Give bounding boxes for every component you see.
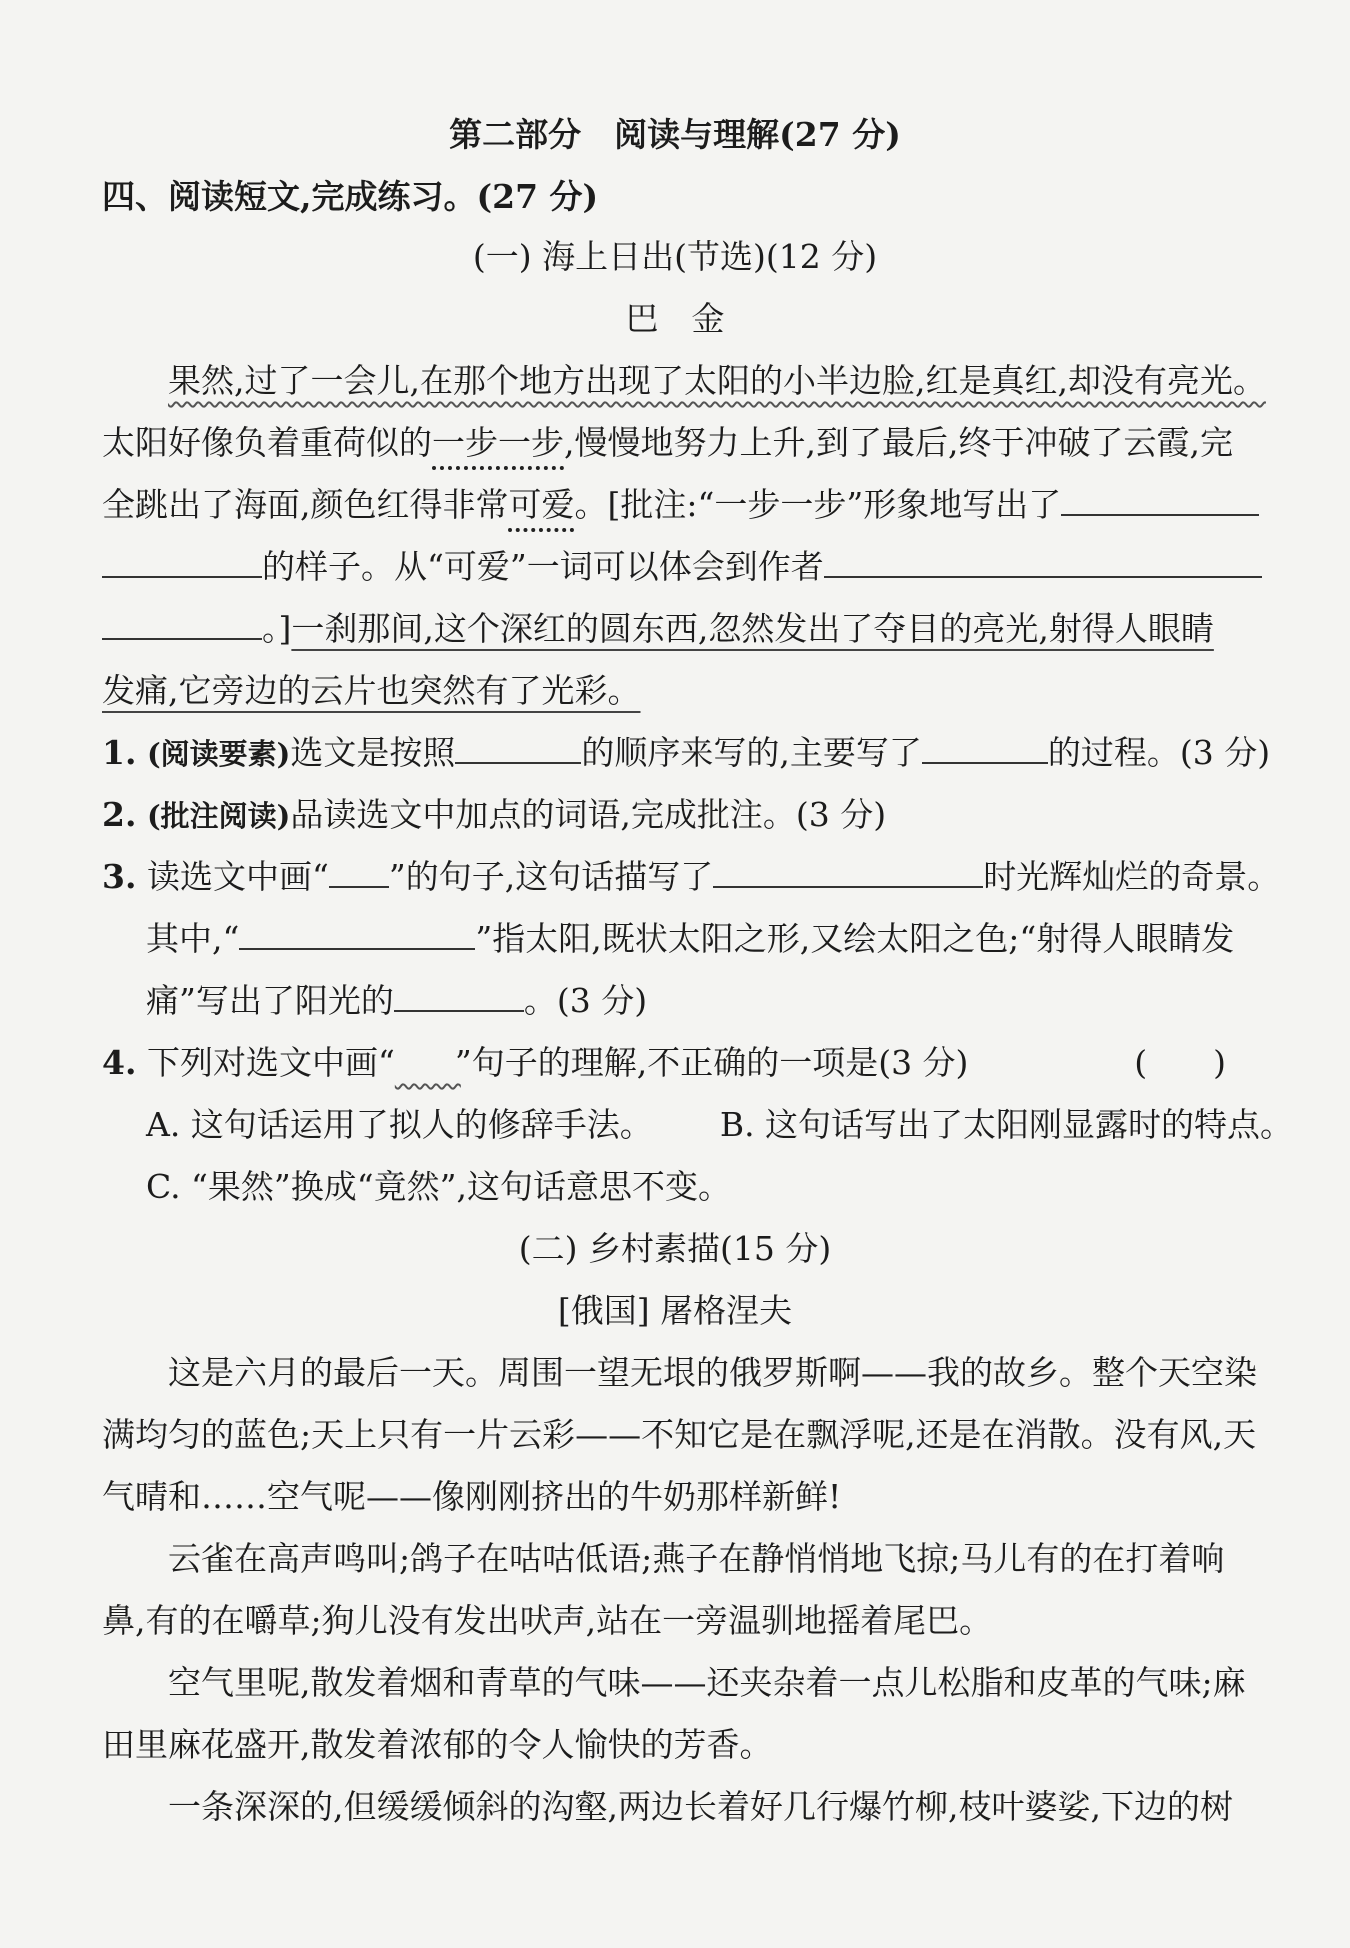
straight-underlined-sentence: 发痛,它旁边的云片也突然有了光彩。	[102, 671, 641, 710]
question-tag: (批注阅读)	[146, 799, 291, 833]
text-run: 。[批注:“一步一步”形象地写出了	[574, 485, 1062, 524]
question-tag: (阅读要素)	[146, 737, 291, 771]
underline-sample	[329, 856, 389, 888]
text-run: 的样子。从“可爱”一词可以体会到作者	[262, 547, 824, 586]
text-run: 选文是按照	[290, 733, 456, 772]
passage2-line: 鼻,有的在嚼草;狗儿没有发出吠声,站在一旁温驯地摇着尾巴。	[102, 1601, 993, 1640]
text-run: 太阳好像负着重荷似的	[102, 423, 432, 462]
passage1-author: 巴 金	[625, 299, 725, 338]
text-run: 读选文中画“	[146, 857, 329, 896]
annotation-blank[interactable]	[1061, 484, 1259, 516]
option-b[interactable]: B. 这句话写出了太阳刚显露时的特点。	[719, 1105, 1294, 1144]
text-run: ”句子的理解,不正确的一项是(3 分)	[454, 1043, 969, 1082]
dotted-word: 可爱	[508, 485, 575, 524]
passage1-line	[102, 544, 1262, 590]
passage2-author: [俄国] 屠格涅夫	[557, 1291, 793, 1330]
text-run: 时光辉灿烂的奇景。	[983, 857, 1281, 896]
passage1-line	[102, 668, 641, 714]
passage1-line	[102, 606, 1214, 652]
question-number: 2.	[102, 795, 137, 834]
text-run: 。(3 分)	[523, 981, 648, 1020]
question-3	[102, 854, 1280, 900]
text-run: ”的句子,这句话描写了	[388, 857, 714, 896]
question-3-cont	[146, 978, 647, 1024]
text-run: ,慢慢地努力上升,到了最后,终于冲破了云霞,完	[564, 423, 1233, 462]
option-a[interactable]: A. 这句话运用了拟人的修辞手法。	[146, 1105, 653, 1144]
wavy-sample: ​	[394, 1043, 461, 1082]
answer-blank[interactable]	[922, 732, 1048, 764]
answer-blank[interactable]	[713, 856, 983, 888]
part-title: 第二部分 阅读与理解(27 分)	[449, 115, 901, 154]
passage1-line	[168, 358, 1266, 404]
annotation-blank[interactable]	[102, 546, 262, 578]
question-number: 3.	[102, 857, 137, 896]
text-run: ”指太阳,既状太阳之形,又绘太阳之色;“射得人眼睛发	[475, 919, 1235, 958]
annotation-blank[interactable]	[824, 546, 1262, 578]
text-run: 其中,“	[146, 919, 240, 958]
wavy-underlined-sentence: 果然,过了一会儿,在那个地方出现了太阳的小半边脸,红是真红,却没有亮光。	[168, 361, 1266, 400]
straight-underlined-sentence: 一刹那间,这个深红的圆东西,忽然发出了夺目的亮光,射得人眼睛	[291, 609, 1214, 648]
text-run: 的过程。(3 分)	[1047, 733, 1271, 772]
option-c[interactable]: C. “果然”换成“竟然”,这句话意思不变。	[146, 1167, 732, 1206]
dotted-word: 一步一步	[432, 423, 564, 462]
passage2-line: 满均匀的蓝色;天上只有一片云彩——不知它是在飘浮呢,还是在消散。没有风,天	[102, 1415, 1257, 1454]
text-run: 的顺序来写的,主要写了	[581, 733, 922, 772]
passage1-line	[102, 482, 1259, 528]
question-number: 1.	[102, 733, 137, 772]
passage1-line	[102, 420, 1233, 466]
question-number: 4.	[102, 1043, 137, 1082]
passage2-line: 这是六月的最后一天。周围一望无垠的俄罗斯啊——我的故乡。整个天空染	[168, 1353, 1257, 1392]
passage2-line: 气晴和……空气呢——像刚刚挤出的牛奶那样新鲜!	[102, 1477, 842, 1516]
text-run: 痛”写出了阳光的	[146, 981, 394, 1020]
section-heading: 四、阅读短文,完成练习。(27 分)	[102, 177, 599, 216]
text-run: 品读选文中加点的词语,完成批注。(3 分)	[290, 795, 887, 834]
answer-blank[interactable]	[239, 918, 475, 950]
text-run: 下列对选文中画“	[146, 1043, 395, 1082]
passage1-title: (一) 海上日出(节选)(12 分)	[472, 237, 878, 276]
passage2-line: 田里麻花盛开,散发着浓郁的令人愉快的芳香。	[102, 1725, 773, 1764]
passage2-line: 云雀在高声鸣叫;鸽子在咕咕低语;燕子在静悄悄地飞掠;马儿有的在打着响	[168, 1539, 1225, 1578]
passage2-line: 空气里呢,散发着烟和青草的气味——还夹杂着一点儿松脂和皮革的气味;麻	[168, 1663, 1246, 1702]
answer-blank[interactable]	[455, 732, 581, 764]
question-4	[102, 1040, 1288, 1086]
text-run: 全跳出了海面,颜色红得非常	[102, 485, 509, 524]
question-1	[102, 730, 1270, 777]
text-run: 。]	[262, 609, 292, 648]
answer-blank[interactable]	[394, 980, 524, 1012]
question-4-options	[146, 1164, 731, 1210]
passage2-title: (二) 乡村素描(15 分)	[518, 1229, 832, 1268]
question-4-options	[146, 1102, 1293, 1148]
question-2	[102, 792, 886, 839]
annotation-blank[interactable]	[102, 608, 262, 640]
question-3-cont	[146, 916, 1234, 962]
answer-parentheses[interactable]: ( )	[1134, 1043, 1226, 1082]
passage2-line: 一条深深的,但缓缓倾斜的沟壑,两边长着好几行爆竹柳,枝叶婆娑,下边的树	[168, 1787, 1233, 1826]
